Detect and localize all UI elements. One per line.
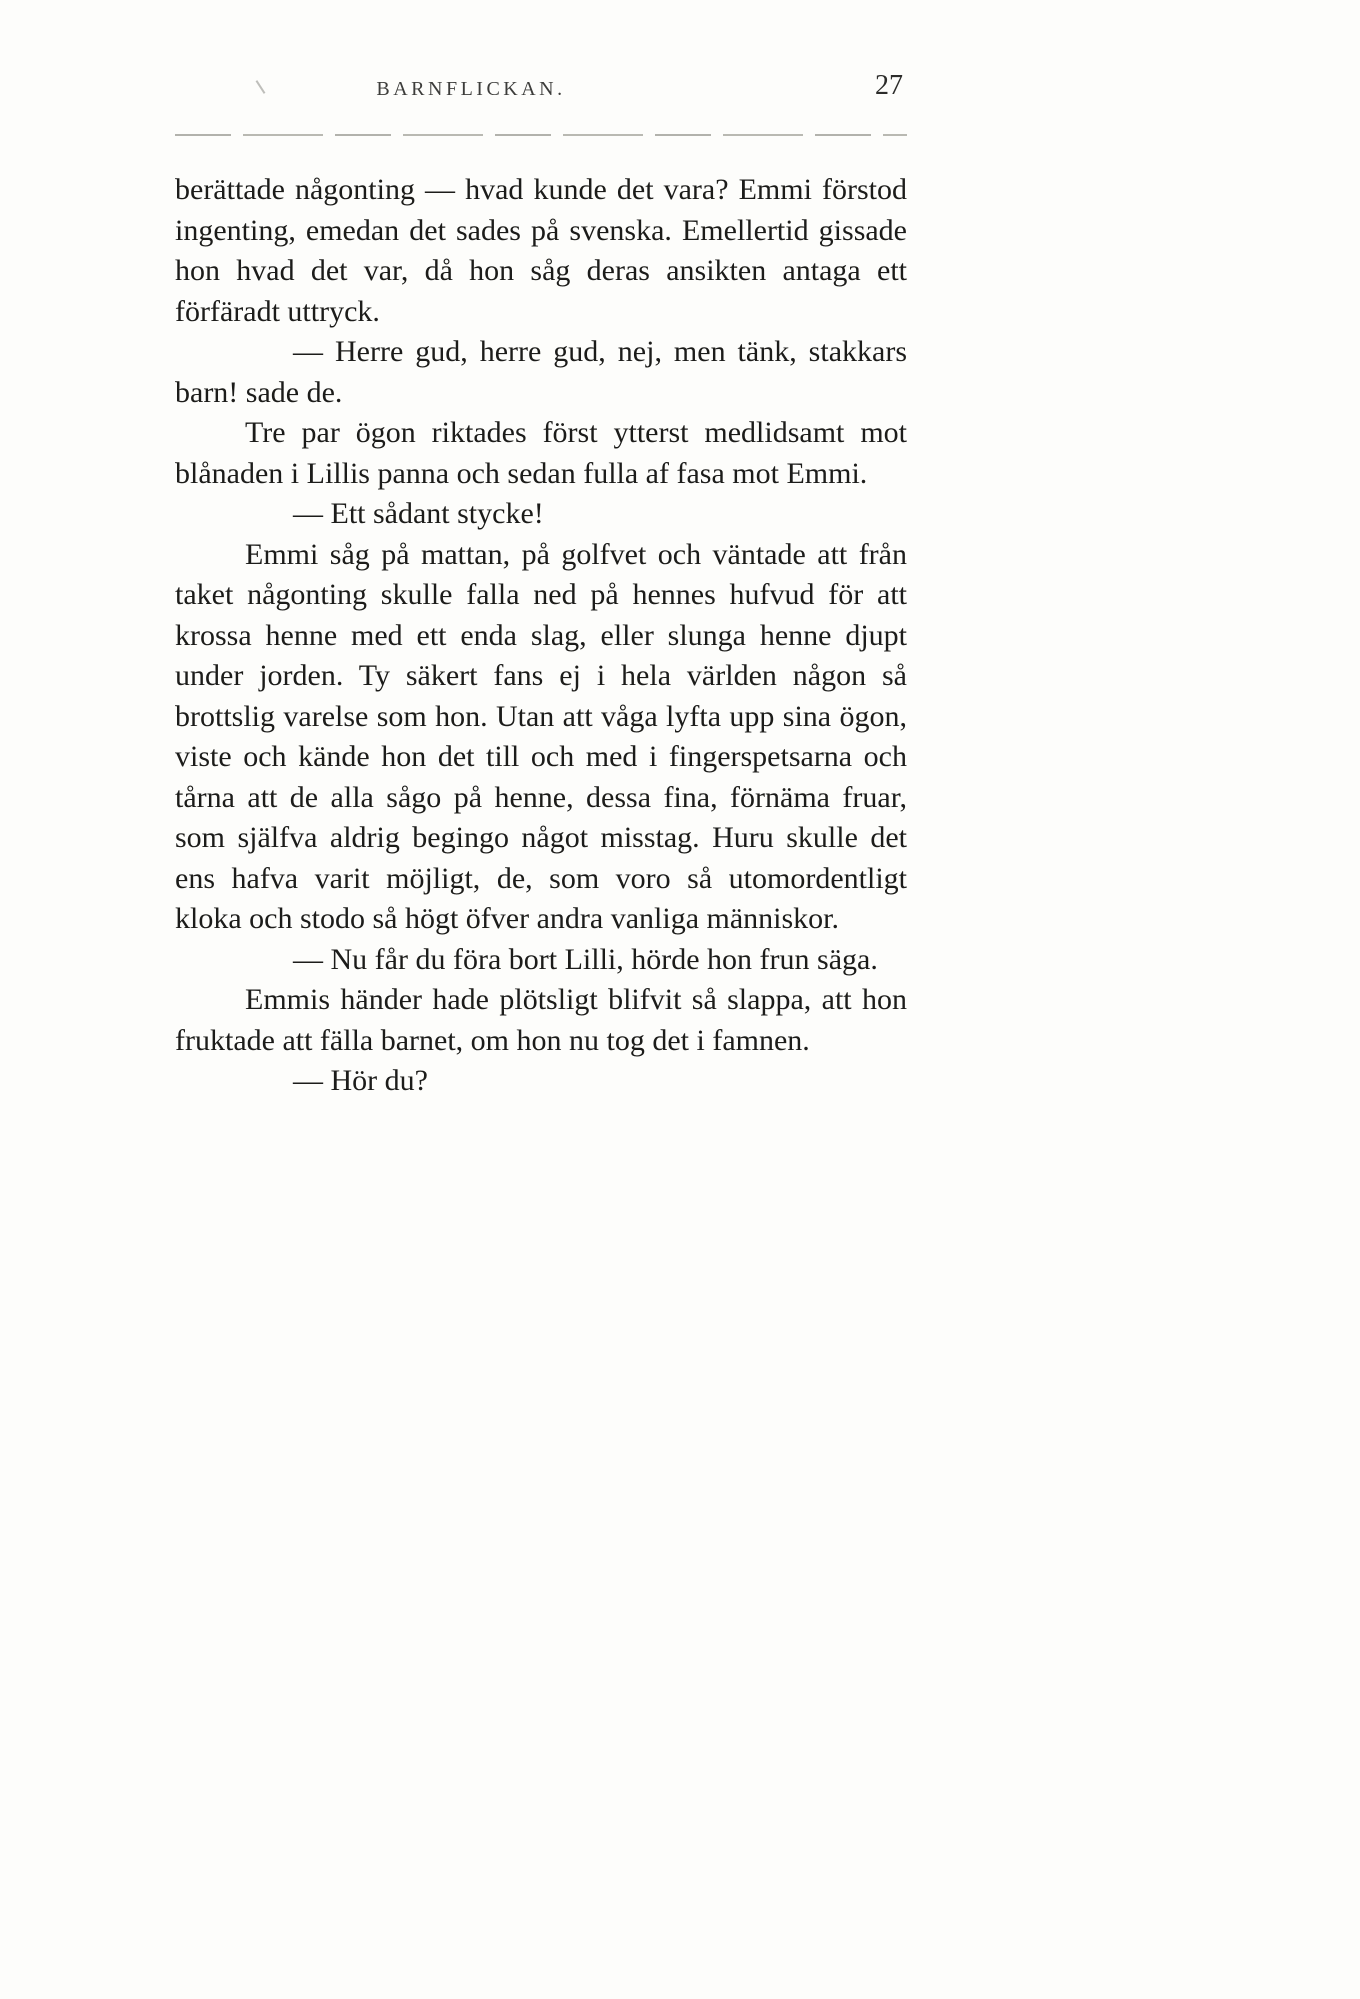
body-paragraph-1: berättade någonting — hvad kunde det vara? Emmi förstod ingenting, emedan det sades på svenska. Emellertid gissade hon hvad det var, då hon såg deras ansikten antaga ett förfäradt uttryck. bbox=[175, 173, 907, 328]
body-paragraph-5: Emmi såg på mattan, på golfvet och väntade att från taket någonting skulle falla ned på hennes hufvud för att krossa henne med ett enda slag, eller slunga henne djupt under jorden. Ty säkert fans ej i hela världen någon så brottslig varelse som hon. Utan att våga lyfta upp sina ögon, viste och kände hon det till och med i fingerspetsarna och tårna att de alla sågo på henne, dessa fina, förnäma fruar, som själfva aldrig begingo något misstag. Huru skulle det ens hafva varit möjligt, de, som voro så utomordentligt kloka och stodo så högt öfver andra vanliga människor. bbox=[175, 537, 907, 935]
body-paragraph-2: — Herre gud, herre gud, nej, men tänk, stakkars barn! sade de. bbox=[175, 335, 907, 409]
page-header bbox=[175, 70, 907, 114]
running-title: BARNFLICKAN. bbox=[376, 78, 566, 100]
body-paragraph-7: Emmis händer hade plötsligt blifvit så slappa, att hon fruktade att fälla barnet, om hon nu tog det i famnen. bbox=[175, 983, 907, 1057]
body-paragraph-4: — Ett sådant stycke! bbox=[293, 497, 544, 530]
body-paragraph-3: Tre par ögon riktades först ytterst medlidsamt mot blånaden i Lillis panna och sedan fulla af fasa mot Emmi. bbox=[175, 416, 907, 490]
body-paragraph-8: — Hör du? bbox=[293, 1064, 428, 1097]
header-divider bbox=[175, 134, 907, 136]
body-paragraph-6: — Nu får du föra bort Lilli, hörde hon frun säga. bbox=[293, 942, 878, 976]
body-text bbox=[175, 170, 907, 1102]
text-column bbox=[175, 70, 907, 1102]
page-number: 27 bbox=[875, 70, 903, 101]
